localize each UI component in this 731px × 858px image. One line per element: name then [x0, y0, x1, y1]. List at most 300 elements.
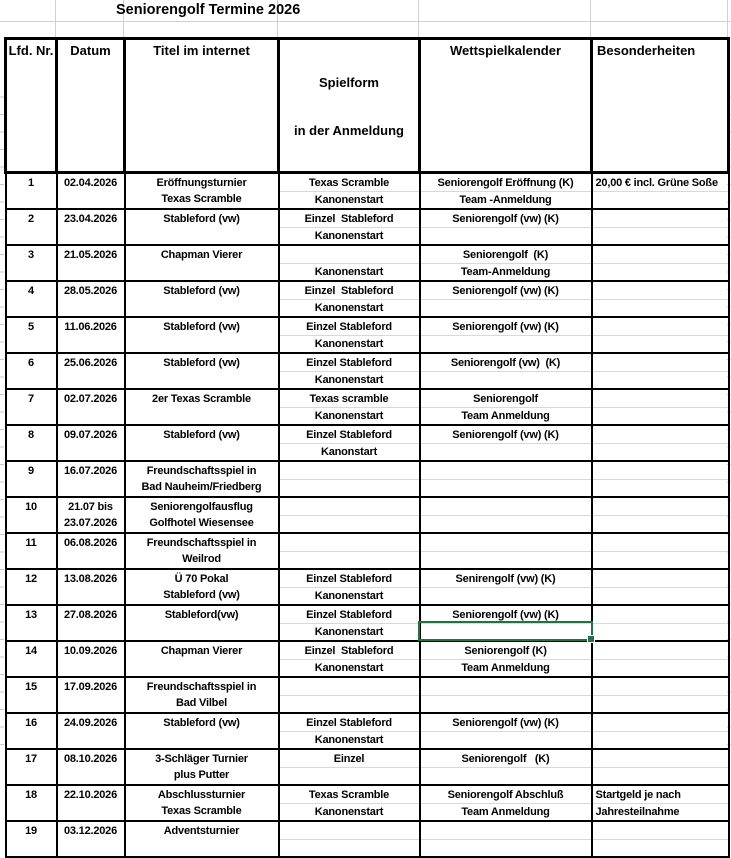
cell-besonderheiten[interactable]	[592, 317, 729, 353]
cell-besonderheiten[interactable]	[592, 641, 729, 677]
cell-wettspielkalender[interactable]	[420, 641, 592, 677]
cell-line	[593, 299, 728, 316]
cell-datum[interactable]	[57, 209, 125, 245]
cell-line	[593, 263, 728, 280]
cell-besonderheiten[interactable]	[592, 281, 729, 317]
cell-datum[interactable]	[57, 533, 125, 569]
header-titel-im-internet[interactable]	[125, 39, 279, 173]
cell-line	[593, 659, 728, 676]
cell-line	[126, 263, 278, 279]
cell-datum[interactable]	[57, 245, 125, 281]
cell-line	[7, 263, 56, 279]
cell-line: Bad Vilbel	[176, 697, 227, 709]
table-row	[6, 641, 729, 677]
cell-line: Einzel Stableford	[306, 357, 392, 369]
cell-wettspielkalender[interactable]	[420, 677, 592, 713]
cell-lfd-nr[interactable]	[6, 281, 57, 317]
cell-lfd-nr[interactable]	[6, 461, 57, 497]
cell-line	[421, 767, 591, 784]
cell-line: Adventsturnier	[163, 825, 240, 837]
cell-line	[593, 283, 728, 299]
cell-line: Einzel	[333, 753, 365, 765]
cell-line	[58, 299, 124, 315]
cell-line	[593, 319, 728, 335]
cell-line	[593, 767, 728, 784]
cell-line	[593, 191, 728, 208]
cell-line	[7, 227, 56, 243]
cell-spielform[interactable]	[279, 749, 420, 785]
cell-lfd-nr[interactable]	[6, 713, 57, 749]
header-lfd-nr[interactable]	[6, 39, 57, 173]
gridline	[55, 0, 56, 37]
cell-line	[280, 479, 419, 496]
cell-titel[interactable]	[125, 173, 279, 210]
cell-line	[126, 407, 278, 423]
cell-line	[421, 587, 591, 604]
cell-lfd-nr[interactable]	[6, 497, 57, 533]
cell-line: Kanonenstart	[280, 587, 419, 604]
cell-line	[58, 731, 124, 747]
cell-line: Seniorengolf	[473, 393, 538, 405]
cell-wettspielkalender[interactable]	[420, 317, 592, 353]
cell-line: Eröffnungsturnier	[156, 177, 247, 189]
cell-lfd-nr[interactable]	[6, 425, 57, 461]
cell-line	[280, 499, 419, 515]
cell-line	[7, 623, 56, 639]
cell-line: 12	[25, 573, 37, 585]
cell-line: Kanonenstart	[280, 299, 419, 316]
table-row	[6, 785, 729, 821]
cell-line: 17.09.2026	[63, 681, 118, 693]
cell-spielform[interactable]	[279, 173, 420, 210]
cell-line: Team-Anmeldung	[421, 263, 591, 280]
cell-line	[280, 679, 419, 695]
cell-lfd-nr[interactable]	[6, 785, 57, 821]
cell-line: Team Anmeldung	[421, 803, 591, 820]
cell-titel[interactable]	[125, 821, 279, 857]
cell-line: Kanonenstart	[280, 335, 419, 352]
cell-lfd-nr[interactable]	[6, 209, 57, 245]
cell-spielform[interactable]	[279, 425, 420, 461]
table-row	[6, 317, 729, 353]
cell-line	[593, 443, 728, 460]
cell-datum[interactable]	[57, 677, 125, 713]
cell-titel[interactable]	[125, 641, 279, 677]
cell-wettspielkalender[interactable]	[420, 461, 592, 497]
cell-line: Kanonenstart	[280, 623, 419, 640]
cell-line: Texas Scramble	[308, 789, 390, 801]
cell-spielform[interactable]	[279, 461, 420, 497]
cell-datum[interactable]	[57, 749, 125, 785]
cell-line: Texas scramble	[309, 393, 389, 405]
table-row	[6, 569, 729, 605]
cell-line	[126, 659, 278, 675]
cell-line: Kanonenstart	[280, 191, 419, 208]
cell-line	[126, 623, 278, 639]
cell-datum[interactable]	[57, 461, 125, 497]
cell-datum[interactable]	[57, 497, 125, 533]
cell-line	[7, 839, 56, 855]
cell-line	[58, 803, 124, 819]
cell-titel[interactable]	[125, 317, 279, 353]
cell-line	[593, 607, 728, 623]
cell-line: 09.07.2026	[63, 429, 118, 441]
header-wettspielkalender[interactable]	[420, 39, 592, 173]
cell-datum[interactable]	[57, 173, 125, 210]
cell-line	[421, 695, 591, 712]
cell-line: Stableford (vw)	[163, 589, 240, 601]
cell-line	[7, 515, 56, 531]
cell-line	[58, 695, 124, 711]
cell-titel[interactable]	[125, 245, 279, 281]
cell-line: 20,00 € incl. Grüne Soße	[595, 177, 718, 189]
cell-line: 02.07.2026	[63, 393, 118, 405]
cell-line: Freundschaftsspiel in	[146, 537, 257, 549]
cell-line	[421, 535, 591, 551]
cell-wettspielkalender[interactable]	[420, 713, 592, 749]
cell-datum[interactable]	[57, 353, 125, 389]
cell-line	[593, 535, 728, 551]
header-label: Titel im internet	[153, 43, 250, 58]
cell-line: Freundschaftsspiel in	[146, 465, 257, 477]
cell-wettspielkalender[interactable]	[420, 785, 592, 821]
cell-line	[58, 227, 124, 243]
cell-line: Seniorengolf Eröffnung (K)	[437, 177, 574, 189]
cell-besonderheiten[interactable]	[592, 245, 729, 281]
cell-spielform[interactable]	[279, 281, 420, 317]
table-row	[6, 677, 729, 713]
cell-line	[280, 247, 419, 263]
table-row	[6, 821, 729, 857]
header-label: Lfd. Nr.	[8, 43, 54, 58]
cell-line	[58, 659, 124, 675]
cell-line	[58, 263, 124, 279]
cell-line: 8	[28, 429, 34, 441]
cell-datum[interactable]	[57, 317, 125, 353]
cell-lfd-nr[interactable]	[6, 605, 57, 641]
cell-line	[593, 823, 728, 839]
cell-line: 2er Texas Scramble	[152, 393, 251, 405]
cell-spielform[interactable]	[279, 317, 420, 353]
cell-spielform[interactable]	[279, 569, 420, 605]
cell-line	[421, 731, 591, 748]
cell-wettspielkalender[interactable]	[420, 497, 592, 533]
cell-titel[interactable]	[125, 281, 279, 317]
cell-lfd-nr[interactable]	[6, 569, 57, 605]
cell-datum[interactable]	[57, 569, 125, 605]
cell-wettspielkalender[interactable]	[420, 389, 592, 425]
selected-cell-outline[interactable]	[418, 621, 593, 641]
cell-line: Seniorengolfausflug	[150, 501, 253, 513]
cell-line: 3	[28, 249, 34, 261]
cell-line: plus Putter	[173, 769, 230, 781]
cell-line: 16.07.2026	[63, 465, 118, 477]
cell-line	[593, 479, 728, 496]
cell-besonderheiten[interactable]	[592, 605, 729, 641]
cell-besonderheiten[interactable]	[592, 173, 729, 210]
cell-line	[593, 407, 728, 424]
cell-line: Stableford (vw)	[163, 357, 240, 369]
cell-line	[126, 299, 278, 315]
cell-line: 3-Schläger Turnier	[155, 753, 248, 765]
cell-line	[593, 499, 728, 515]
cell-lfd-nr[interactable]	[6, 173, 57, 210]
cell-lfd-nr[interactable]	[6, 821, 57, 857]
cell-line	[58, 623, 124, 639]
fill-handle[interactable]	[587, 635, 595, 643]
cell-titel[interactable]	[125, 785, 279, 821]
cell-line	[593, 551, 728, 568]
cell-besonderheiten[interactable]	[592, 209, 729, 245]
cell-datum[interactable]	[57, 605, 125, 641]
cell-line: Seniorengolf (vw) (K)	[452, 429, 559, 441]
cell-line: 1	[28, 177, 34, 189]
cell-line: Texas Scramble	[161, 805, 242, 817]
cell-line: 21.07 bis	[68, 501, 113, 513]
cell-spielform[interactable]	[279, 677, 420, 713]
cell-titel[interactable]	[125, 353, 279, 389]
cell-line: 02.04.2026	[63, 177, 118, 189]
cell-line: Senirengolf (vw) (K)	[455, 573, 556, 585]
cell-line: 11	[25, 537, 37, 549]
cell-titel[interactable]	[125, 569, 279, 605]
cell-line	[280, 551, 419, 568]
cell-line	[7, 659, 56, 675]
cell-datum[interactable]	[57, 281, 125, 317]
cell-line	[7, 443, 56, 459]
cell-datum[interactable]	[57, 821, 125, 857]
cell-line: Einzel Stableford	[306, 609, 392, 621]
cell-line	[7, 479, 56, 495]
cell-line: 06.08.2026	[63, 537, 118, 549]
cell-titel[interactable]	[125, 209, 279, 245]
cell-line: Stableford (vw)	[163, 429, 240, 441]
cell-line	[58, 767, 124, 783]
cell-line: Kanonenstart	[280, 263, 419, 280]
cell-line	[58, 479, 124, 495]
gridline	[418, 0, 419, 37]
cell-wettspielkalender[interactable]	[420, 425, 592, 461]
cell-line	[280, 823, 419, 839]
cell-spielform[interactable]	[279, 605, 420, 641]
gridline	[727, 0, 728, 37]
cell-datum[interactable]	[57, 425, 125, 461]
cell-spielform[interactable]	[279, 353, 420, 389]
cell-line: Team Anmeldung	[421, 659, 591, 676]
cell-spielform[interactable]	[279, 785, 420, 821]
cell-spielform[interactable]	[279, 389, 420, 425]
cell-line: Kanonenstart	[280, 659, 419, 676]
cell-line: Einzel Stableford	[304, 213, 394, 225]
cell-line: 23.07.2026	[63, 517, 118, 529]
cell-lfd-nr[interactable]	[6, 749, 57, 785]
cell-spielform[interactable]	[279, 533, 420, 569]
cell-line: Seniorengolf (vw) (K)	[452, 717, 559, 729]
cell-titel[interactable]	[125, 461, 279, 497]
cell-line: 24.09.2026	[63, 717, 118, 729]
cell-line	[593, 391, 728, 407]
cell-spielform[interactable]	[279, 209, 420, 245]
cell-line	[280, 695, 419, 712]
cell-line	[7, 299, 56, 315]
cell-line: Jahresteilnahme	[593, 803, 728, 820]
cell-besonderheiten[interactable]	[592, 785, 729, 821]
cell-line: Seniorengolf (vw) (K)	[450, 357, 561, 369]
cell-line	[280, 463, 419, 479]
cell-spielform[interactable]	[279, 641, 420, 677]
cell-wettspielkalender[interactable]	[420, 353, 592, 389]
sheet-title[interactable]: Seniorengolf Termine 2026	[116, 2, 301, 18]
cell-line: Stableford (vw)	[163, 213, 240, 225]
cell-line	[58, 839, 124, 855]
cell-line	[421, 299, 591, 316]
cell-lfd-nr[interactable]	[6, 641, 57, 677]
cell-line: Seniorengolf (K)	[462, 249, 549, 261]
cell-line: 13.08.2026	[63, 573, 118, 585]
cell-line: 22.10.2026	[63, 789, 118, 801]
cell-besonderheiten[interactable]	[592, 677, 729, 713]
cell-line: Stableford(vw)	[164, 609, 239, 621]
cell-titel[interactable]	[125, 389, 279, 425]
cell-titel[interactable]	[125, 605, 279, 641]
cell-line: Seniorengolf (vw) (K)	[452, 609, 559, 621]
cell-line	[126, 371, 278, 387]
cell-titel[interactable]	[125, 497, 279, 533]
cell-line: 08.10.2026	[63, 753, 118, 765]
cell-line: Seniorengolf (vw) (K)	[452, 285, 559, 297]
cell-line	[7, 191, 56, 207]
cell-line: Einzel Stableford	[306, 573, 392, 585]
cell-line	[421, 839, 591, 856]
cell-line	[280, 767, 419, 784]
cell-titel[interactable]	[125, 425, 279, 461]
cell-besonderheiten[interactable]	[592, 389, 729, 425]
cell-line: 23.04.2026	[63, 213, 118, 225]
cell-line	[593, 839, 728, 856]
cell-besonderheiten[interactable]	[592, 353, 729, 389]
cell-line: Startgeld je nach	[595, 789, 681, 801]
cell-titel[interactable]	[125, 713, 279, 749]
cell-line: 19	[25, 825, 37, 837]
table-row	[6, 749, 729, 785]
cell-line: 4	[28, 285, 34, 297]
cell-besonderheiten[interactable]	[592, 461, 729, 497]
cell-lfd-nr[interactable]	[6, 677, 57, 713]
cell-line: 9	[28, 465, 34, 477]
cell-line	[280, 535, 419, 551]
cell-line	[58, 191, 124, 207]
cell-line: Seniorengolf (K)	[464, 645, 547, 657]
cell-besonderheiten[interactable]	[592, 533, 729, 569]
cell-titel[interactable]	[125, 749, 279, 785]
cell-line: 28.05.2026	[63, 285, 118, 297]
cell-wettspielkalender[interactable]	[420, 569, 592, 605]
cell-wettspielkalender[interactable]	[420, 821, 592, 857]
cell-line: 25.06.2026	[63, 357, 118, 369]
cell-spielform[interactable]	[279, 821, 420, 857]
cell-line	[593, 679, 728, 695]
cell-datum[interactable]	[57, 641, 125, 677]
cell-line	[593, 427, 728, 443]
cell-lfd-nr[interactable]	[6, 245, 57, 281]
cell-line	[593, 515, 728, 532]
cell-line	[7, 371, 56, 387]
cell-spielform[interactable]	[279, 497, 420, 533]
cell-line	[58, 587, 124, 603]
cell-wettspielkalender[interactable]	[420, 281, 592, 317]
cell-datum[interactable]	[57, 389, 125, 425]
table-row	[6, 353, 729, 389]
cell-line	[421, 823, 591, 839]
cell-line: Texas Scramble	[161, 193, 242, 205]
cell-datum[interactable]	[57, 713, 125, 749]
cell-wettspielkalender[interactable]	[420, 533, 592, 569]
table-row	[6, 173, 729, 210]
cell-spielform[interactable]	[279, 245, 420, 281]
cell-lfd-nr[interactable]	[6, 533, 57, 569]
header-spielform[interactable]	[279, 39, 420, 173]
cell-line	[421, 371, 591, 388]
cell-line: 7	[28, 393, 34, 405]
cell-line	[593, 587, 728, 604]
cell-line: 15	[25, 681, 37, 693]
cell-line: 5	[28, 321, 34, 333]
cell-line	[593, 751, 728, 767]
cell-titel[interactable]	[125, 533, 279, 569]
cell-line: Kanonenstart	[280, 731, 419, 748]
cell-line	[421, 499, 591, 515]
cell-line: Einzel Stableford	[306, 717, 392, 729]
cell-titel[interactable]	[125, 677, 279, 713]
cell-line	[58, 335, 124, 351]
termine-table	[4, 37, 730, 858]
cell-datum[interactable]	[57, 785, 125, 821]
cell-besonderheiten[interactable]	[592, 497, 729, 533]
cell-line: Team -Anmeldung	[421, 191, 591, 208]
cell-besonderheiten[interactable]	[592, 713, 729, 749]
cell-line	[593, 731, 728, 748]
cell-line	[593, 247, 728, 263]
cell-besonderheiten[interactable]	[592, 569, 729, 605]
cell-wettspielkalender[interactable]	[420, 749, 592, 785]
header-besonderheiten[interactable]	[592, 39, 729, 173]
cell-line	[58, 551, 124, 567]
header-datum[interactable]	[57, 39, 125, 173]
cell-line	[421, 227, 591, 244]
cell-wettspielkalender[interactable]	[420, 173, 592, 210]
cell-besonderheiten[interactable]	[592, 821, 729, 857]
cell-lfd-nr[interactable]	[6, 353, 57, 389]
cell-line: 14	[25, 645, 37, 657]
cell-lfd-nr[interactable]	[6, 389, 57, 425]
table-row	[6, 389, 729, 425]
cell-besonderheiten[interactable]	[592, 425, 729, 461]
cell-line: 2	[28, 213, 34, 225]
cell-line	[7, 731, 56, 747]
cell-line	[7, 551, 56, 567]
cell-line	[126, 731, 278, 747]
cell-wettspielkalender[interactable]	[420, 245, 592, 281]
cell-besonderheiten[interactable]	[592, 749, 729, 785]
cell-lfd-nr[interactable]	[6, 317, 57, 353]
cell-line: Texas Scramble	[308, 177, 390, 189]
cell-line: Weilrod	[182, 553, 221, 565]
cell-line	[421, 551, 591, 568]
cell-spielform[interactable]	[279, 713, 420, 749]
header-label: in der Anmeldung	[293, 123, 405, 138]
table-row	[6, 713, 729, 749]
cell-wettspielkalender[interactable]	[420, 209, 592, 245]
